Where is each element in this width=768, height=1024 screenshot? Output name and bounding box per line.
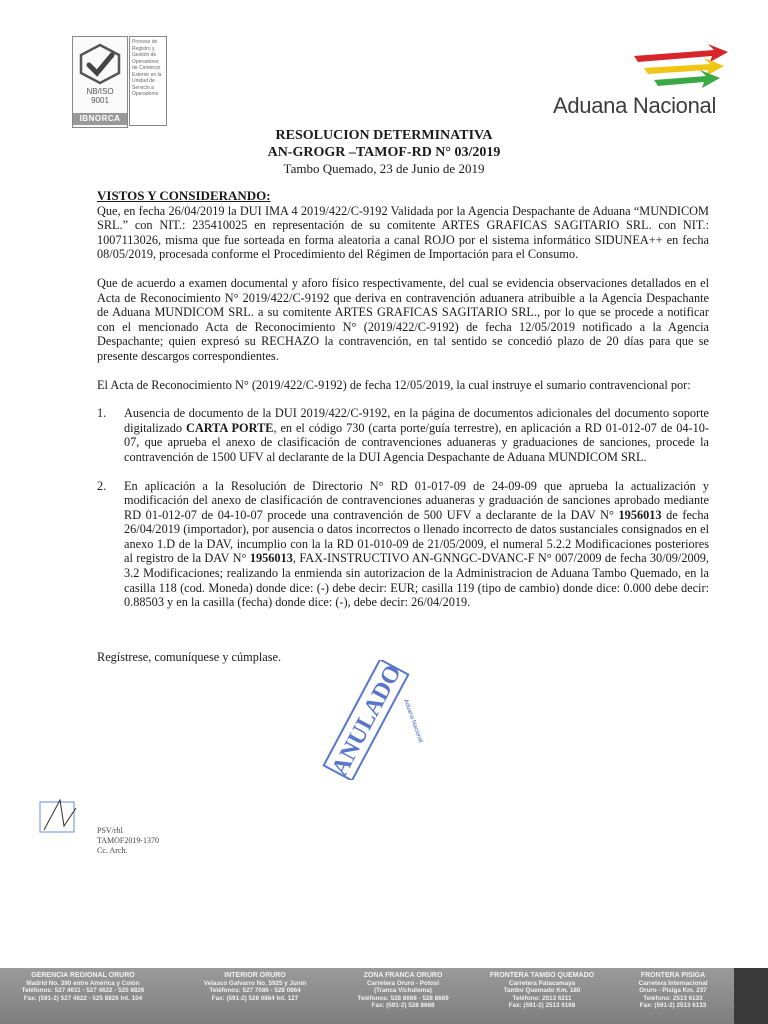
check-seal-icon xyxy=(77,43,123,85)
footer-contact-bar xyxy=(0,968,768,1024)
list-number: 2. xyxy=(97,478,107,493)
aduana-nacional-logo xyxy=(548,40,730,124)
paragraph-3: El Acta de Reconocimiento N° (2019/422/C-9192) de fecha 12/05/2019, la cual instruye el sumario contravencional por: xyxy=(97,377,691,392)
paragraph-2: Que de acuerdo a examen documental y aforo físico respectivamente, del cual se evidencia observaciones detallados en el Acta de Reconocimiento N° 2019/422/C-9192 que deriva en contravención aduanera atribuible a la Agencia Despachante de Aduana MUNDICOM SRL. a su comitente ARTES GRAFICAS SAGITARIO SRL., por lo que se procede a notificar con el mencionado Acta de Reconocimiento N° (2019/422/C-9192) de fecha 12/05/2019 notificado a la Agencia Despachante; quien expresó su RECHAZO la contravención, en tal sentido se concedió plazo de 20 días para que se presente descargos correspondientes. xyxy=(97,275,709,363)
section-heading: VISTOS Y CONSIDERANDO: xyxy=(97,188,271,203)
list-item-2: 2. En aplicación a la Resolución de Directorio N° RD 01-017-09 de 24-09-09 que aprueba la actualización y modificación del anexo de clasificación de contravenciones aduaneras y graduación de sanciones aprobado mediante RD 01-012-07 de 04-10-07 procede una contravención de 500 UFV a declarante de la DAV N° 1956013 de fecha 26/04/2019 (importador), por ausencia o datos incorrectos o llenado incorrecto de datos sustanciales consignados en el anexo 1.D de la DAV, incumplio con la la RD 01-010-09 de 21/05/2009, el numeral 5.2.2 Modificaciones posteriores al registro de la DAV N° 1956013, FAX-INSTRUCTIVO AN-GNNGC-DVANC-F N° 007/2009 de fecha 30/09/2009, 3.2 Modificaciones; realizando la enmienda sin autorizacion de la Administracion de Aduana Tambo Quemado, en la casilla 118 (cod. Moneda) donde dice: (-) debe decir: EUR; casilla 119 (tipo de cambio) donde dice: 0.000 debe decir: 0.88503 y en la casilla (fecha) donde dice: (-), debe decir: 26/04/2019. xyxy=(97,478,709,610)
aduana-nacional-wordmark: Aduana Nacional xyxy=(553,93,717,118)
place-date: Tambo Quemado, 23 de Junio de 2019 xyxy=(283,161,485,176)
anulado-stamp xyxy=(296,660,436,780)
stamp-subtext: Aduana Nacional xyxy=(402,698,424,744)
footer-office-5: FRONTERA PISIGA Carretera Internacional Oruro - Pisiga Km. 237 Teléfono: 2513 6133 Fax: (591-2) 2513 6133 xyxy=(638,972,708,1010)
aduana-arrows-icon xyxy=(548,40,730,92)
closing-line: Regístrese, comuníquese y cúmplase. xyxy=(97,649,282,664)
iso-standard-label: NB/ISO 9001 xyxy=(86,87,114,105)
document-body xyxy=(97,189,709,664)
ibnorca-certification-logo xyxy=(72,36,168,128)
footer-office-3: ZONA FRANCA ORURO Carretera Oruro - Potosí (Tranca Vichuloma) Teléfonos: 528 8668 - 528 8669 Fax: (591-2) 528 8668 xyxy=(357,972,449,1010)
resolution-title: RESOLUCION DETERMINATIVA xyxy=(275,128,493,143)
ibnorca-label: IBNORCA xyxy=(73,113,127,125)
resolution-number: AN-GROGR –TAMOF-RD N° 03/2019 xyxy=(267,145,501,160)
footer-office-4: FRONTERA TAMBO QUEMADO Carretera Patacamaya Tambo Quemado Km. 180 Teléfono: 2513 6211 Fax: (591-2) 2513 6168 xyxy=(489,972,595,1010)
footer-office-1: GERENCIA REGIONAL ORURO Madrid No. 390 entre América y Colón Teléfonos: 527 4611 - 527 4622 - 525 8826 Fax: (591-2) 527 4822 - 525 8826 Int. 104 xyxy=(21,972,145,1002)
certification-scope-text: Proceso de Registro y Gestión de Operadores de Comercio Exterior en la Unidad de Servicio a Operadores xyxy=(129,36,167,126)
stamp-text: ANULADO xyxy=(326,660,407,780)
certification-badge xyxy=(72,36,128,128)
carta-porte-bold: CARTA PORTE xyxy=(185,420,274,435)
list-item-1: 1. Ausencia de documento de la DUI 2019/422/C-9192, en la página de documentos adicionales del documento soporte digitalizado CARTA PORTE, en el código 730 (carta porte/guía terrestre), en aplicación a RD 01-012-07 de 04-10-07, que aprueba el anexo de clasificación de contravenciones aduaneras y graduaciones de sanciones, procede la contravención de 1500 UFV al declarante de la DUI Agencia Despachante de Aduana MUNDICOM SRL. xyxy=(97,406,710,464)
list-number: 1. xyxy=(97,406,107,421)
signature-seal-icon xyxy=(38,796,80,838)
footer-dark-block xyxy=(734,968,768,1024)
reference-codes: PSV/rhl TAMOF2019-1370 Cc. Arch. xyxy=(97,826,160,855)
paragraph-1: Que, en fecha 26/04/2019 la DUI IMA 4 2019/422/C-9192 Validada por la Agencia Despachante de Aduana “MUNDICOM SRL.” con NIT.: 235410025 en representación de su comitente ARTES GRAFICAS SAGITARIO SRL. con NIT.: 1007113026, misma que fue sorteada en forma aleatoria a canal ROJO por el sistema informático SIDUNEA++ en fecha 08/05/2019, procesada conforme el Procedimiento del Régimen de Importación para el Consumo. xyxy=(97,203,709,262)
footer-office-2: INTERIOR ORURO Velasco Galvarro No. 5925 y Junín Teléfonos: 527 7086 - 528 0864 Fax: (591-2) 528 0864 Int. 127 xyxy=(203,972,307,1002)
dav-number-bold: 1956013 xyxy=(618,507,662,522)
dav-number-bold: 1956013 xyxy=(249,551,293,566)
